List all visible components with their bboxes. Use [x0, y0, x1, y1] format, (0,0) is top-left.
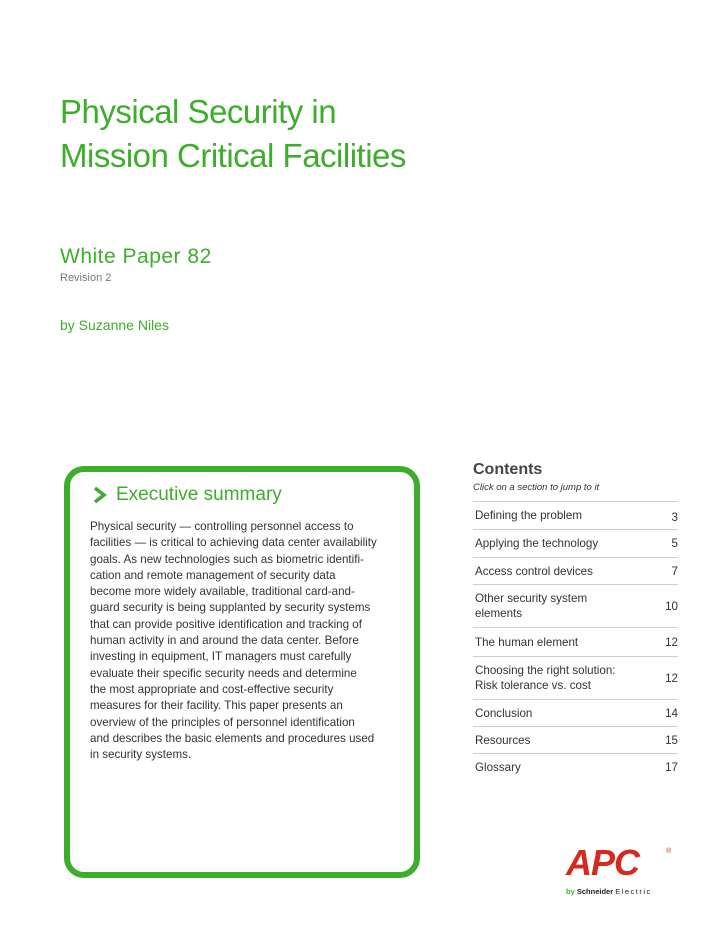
summary-line: measures for their facility. This paper presents an	[90, 699, 343, 713]
summary-line: human activity in and around the data center. Before	[90, 634, 359, 648]
toc-item-page: 12	[665, 636, 678, 649]
title-line-2: Mission Critical Facilities	[60, 137, 406, 174]
toc-item-label: Glossary	[475, 761, 521, 774]
chevron-right-icon	[92, 486, 108, 504]
contents-subtitle: Click on a section to jump to it	[473, 482, 600, 493]
summary-line: Physical security — controlling personnel access to	[90, 520, 354, 533]
toc-item-label: Access control devices	[475, 565, 593, 578]
toc-item-page: 17	[665, 761, 678, 774]
toc-item-label-line: Risk tolerance vs. cost	[475, 679, 591, 692]
toc-item-label: Conclusion	[475, 707, 533, 720]
summary-line: facilities — is critical to achieving data center availability	[90, 536, 377, 550]
executive-summary-box	[64, 466, 420, 878]
revision-label: Revision 2	[60, 272, 112, 284]
logo-company: Schneider	[576, 887, 614, 896]
logo-registered-mark: ®	[666, 848, 672, 855]
toc-item-applying-the-technology[interactable]	[473, 529, 678, 558]
toc-item-conclusion[interactable]	[473, 699, 678, 727]
summary-line: the most appropriate and cost-effective security	[90, 682, 334, 696]
toc-item-resources[interactable]	[473, 726, 678, 754]
document-title	[60, 90, 406, 178]
toc-item-page: 14	[665, 707, 678, 720]
logo-brand: APC	[566, 842, 640, 883]
summary-line: investing in equipment, IT managers must carefully	[90, 650, 352, 664]
logo-tagline	[566, 887, 652, 896]
contents-heading: Contents	[473, 461, 543, 478]
toc-item-page: 7	[671, 565, 678, 578]
toc-item-page: 3	[671, 511, 678, 524]
toc-item-page: 15	[665, 734, 678, 747]
summary-line: become more widely available, traditional card-and-	[90, 585, 355, 599]
title-line-1: Physical Security in	[60, 93, 337, 130]
toc-item-label-line: Other security system	[475, 592, 588, 605]
white-paper-number: White Paper 82	[60, 245, 212, 268]
executive-summary-heading: Executive summary	[116, 484, 282, 505]
toc-item-label-line: Choosing the right solution:	[475, 664, 616, 677]
summary-line: evaluate their specific security needs and determine	[90, 666, 357, 680]
summary-line: in security systems.	[90, 748, 192, 762]
author-line: by Suzanne Niles	[60, 317, 169, 333]
summary-line: that can provide positive identification and tracking of	[90, 617, 362, 631]
apc-logo	[566, 842, 674, 905]
summary-line: overview of the principles of personnel identification	[90, 715, 355, 729]
executive-summary-header	[92, 484, 282, 506]
summary-line: guard security is being supplanted by security systems	[90, 601, 371, 615]
toc-item-label-line: elements	[475, 607, 523, 620]
toc-item-label: The human element	[475, 636, 579, 649]
toc-item-page: 12	[665, 672, 678, 685]
logo-by: by	[566, 887, 575, 896]
toc-item-label: Defining the problem	[475, 509, 582, 522]
toc-item-page: 10	[665, 600, 678, 613]
toc-item-label	[475, 591, 587, 621]
toc-item-glossary[interactable]	[473, 753, 678, 781]
executive-summary-text	[90, 519, 408, 763]
summary-line: goals. As new technologies such as biometric identifi-	[90, 552, 364, 566]
toc-item-page: 5	[671, 537, 678, 550]
toc-item-other-security-system-elements[interactable]	[473, 584, 678, 628]
logo-company-2: Electric	[615, 887, 652, 896]
toc-item-the-human-element[interactable]	[473, 627, 678, 657]
summary-line: cation and remote management of security data	[90, 568, 336, 582]
toc-item-label	[475, 663, 616, 693]
summary-line: and describes the basic elements and procedures used	[90, 731, 375, 745]
toc-item-access-control-devices[interactable]	[473, 557, 678, 585]
toc-item-label: Resources	[475, 734, 531, 747]
toc-item-label: Applying the technology	[475, 537, 599, 550]
toc-item-choosing-the-right-solution[interactable]	[473, 656, 678, 700]
toc-item-defining-the-problem[interactable]	[473, 501, 678, 530]
table-of-contents	[473, 461, 678, 774]
